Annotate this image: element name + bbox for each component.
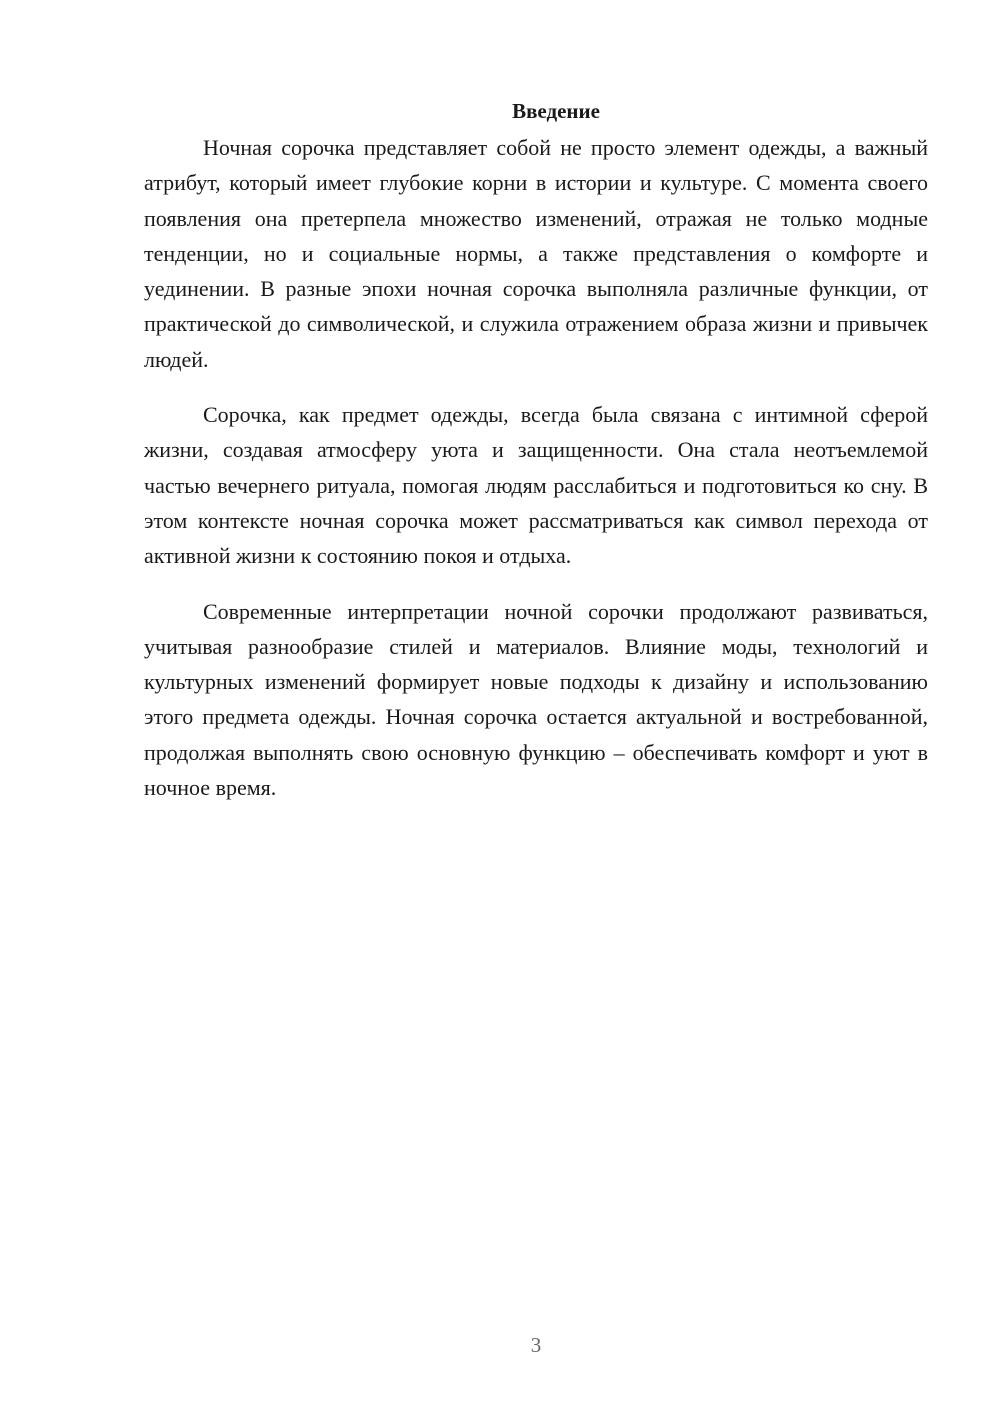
section-heading: Введение [512,99,600,123]
paragraph-2: Сорочка, как предмет одежды, всегда была связана с интимной сферой жизни, создавая атмосферу уюта и защищенности. Она стала неотъемлемой частью вечернего ритуала, помогая людям расслабиться и подготовиться ко сну. В этом контексте ночная сорочка может рассматриваться как символ перехода от активной жизни к состоянию покоя и отдыха. [144,402,928,569]
page-number: 3 [530,1333,542,1357]
paragraph-3: Современные интерпретации ночной сорочки продолжают развиваться, учитывая разнообразие стилей и материалов. Влияние моды, технологий и культурных изменений формирует новые подходы к дизайну и использованию этого предмета одежды. Ночная сорочка остается актуальной и востребованной, продолжая выполнять свою основную функцию – обеспечивать комфорт и уют в ночное время. [144,598,928,801]
page-content [144,96,928,825]
paragraph-1: Ночная сорочка представляет собой не просто элемент одежды, а важный атрибут, который имеет глубокие корни в истории и культуре. С момента своего появления она претерпела множество изменений, отражая не только модные тенденции, но и социальные нормы, а также представления о комфорте и уединении. В разные эпохи ночная сорочка выполняла различные функции, от практической до символической, и служила отражением образа жизни и привычек людей. [144,135,928,372]
